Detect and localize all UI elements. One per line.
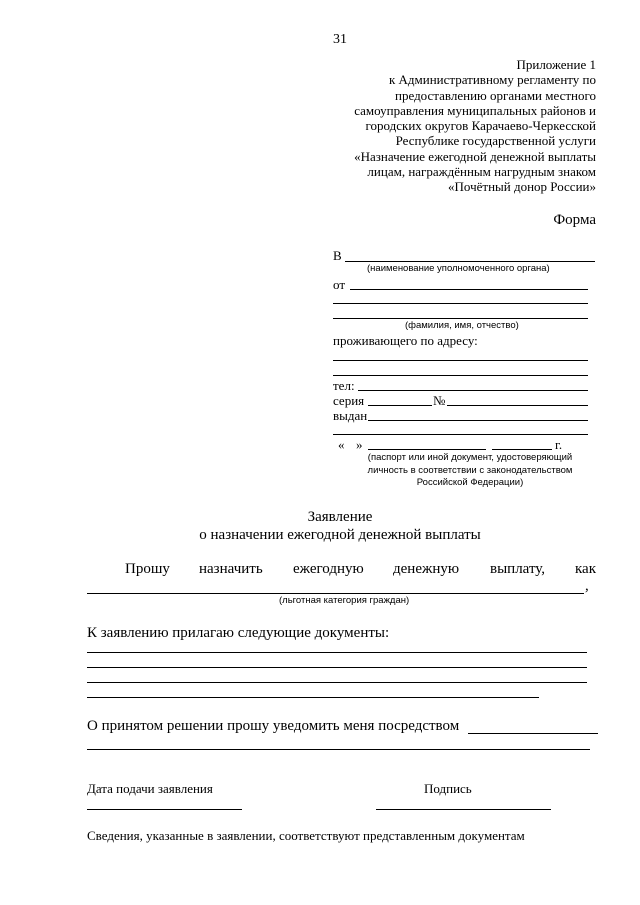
appendix-line: к Административному регламенту по xyxy=(388,72,596,88)
conformity-text: Сведения, указанные в заявлении, соответствуют представленным документам xyxy=(87,828,525,843)
issue-month-field[interactable] xyxy=(368,449,486,450)
to-label: В xyxy=(333,248,342,263)
documents-field-2[interactable] xyxy=(87,667,587,668)
year-suffix: г. xyxy=(555,437,563,452)
address-field-2[interactable] xyxy=(333,375,588,376)
date-field[interactable] xyxy=(87,809,242,810)
quote-open: « xyxy=(338,437,345,452)
appendix-line: «Назначение ежегодной денежной выплаты xyxy=(354,148,596,164)
request-word: ежегодную xyxy=(293,561,364,577)
issue-year-field[interactable] xyxy=(492,449,552,450)
form-label: Форма xyxy=(553,212,596,228)
series-label: серия xyxy=(333,393,365,408)
attach-label: К заявлению прилагаю следующие документы: xyxy=(87,625,390,641)
category-field[interactable] xyxy=(87,593,584,594)
documents-field-1[interactable] xyxy=(87,652,587,653)
request-word: денежную xyxy=(393,561,460,577)
authority-field[interactable] xyxy=(345,261,595,262)
appendix-line: Приложение 1 xyxy=(516,57,596,72)
issued-label: выдан xyxy=(333,408,368,423)
notify-label: О принятом решении прошу уведомить меня посредством xyxy=(87,718,460,734)
issued-field-1[interactable] xyxy=(368,420,588,421)
statement-subtitle: о назначении ежегодной денежной выплаты xyxy=(199,527,481,543)
phone-field[interactable] xyxy=(358,390,588,391)
request-word: выплату, xyxy=(490,561,546,577)
appendix-line: самоуправления муниципальных районов и xyxy=(354,102,596,118)
category-caption: (льготная категория граждан) xyxy=(279,595,410,606)
quote-close: » xyxy=(356,437,363,452)
passport-caption xyxy=(330,452,610,490)
name-caption: (фамилия, имя, отчество) xyxy=(405,320,519,331)
request-word: Прошу xyxy=(125,561,170,577)
name-field-3[interactable] xyxy=(333,318,588,319)
request-word: как xyxy=(575,561,597,577)
passport-caption-line: Российской Федерации) xyxy=(416,477,524,488)
signature-field[interactable] xyxy=(376,809,551,810)
appendix-line: Республике государственной услуги xyxy=(395,133,596,149)
notify-field-2[interactable] xyxy=(87,749,590,750)
passport-caption-line: личность в соответствии с законодательством xyxy=(367,464,573,476)
name-field-2[interactable] xyxy=(333,303,588,304)
series-field[interactable] xyxy=(368,405,432,406)
notify-field-1[interactable] xyxy=(468,733,598,734)
documents-field-4[interactable] xyxy=(87,697,539,698)
date-label: Дата подачи заявления xyxy=(87,781,213,796)
from-label: от xyxy=(333,277,346,292)
appendix-line: лицам, награждённым нагрудным знаком xyxy=(367,164,596,180)
passport-caption-line: (паспорт или иной документ, удостоверяющий xyxy=(367,452,573,463)
name-field-1[interactable] xyxy=(350,289,588,290)
appendix-line: предоставлению органами местного xyxy=(395,87,596,103)
address-field-1[interactable] xyxy=(333,360,588,361)
request-word: назначить xyxy=(199,561,263,577)
documents-field-3[interactable] xyxy=(87,682,587,683)
signature-label: Подпись xyxy=(424,781,472,796)
number-label: № xyxy=(433,393,446,408)
issued-field-2[interactable] xyxy=(333,434,588,435)
authority-caption: (наименование уполномоченного органа) xyxy=(367,263,550,274)
category-comma: , xyxy=(585,578,589,594)
appendix-line: «Почётный донор России» xyxy=(448,179,596,195)
appendix-line: городских округов Карачаево-Черкесской xyxy=(365,118,596,134)
phone-label: тел: xyxy=(333,378,355,393)
number-field[interactable] xyxy=(447,405,588,406)
page-number: 31 xyxy=(333,32,347,47)
appendix-header xyxy=(296,57,596,195)
address-label: проживающего по адресу: xyxy=(333,333,478,348)
statement-title: Заявление xyxy=(307,509,373,525)
